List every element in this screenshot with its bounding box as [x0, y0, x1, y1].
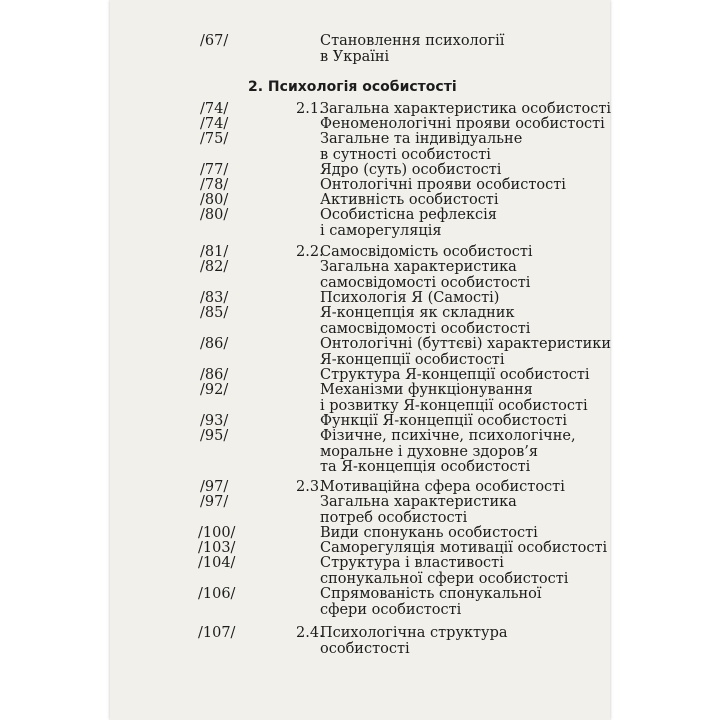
- toc-entry-title: Ядро (суть) особистості: [320, 162, 502, 178]
- toc-page-number: /82/: [200, 259, 229, 275]
- toc-entry-title: Структура і властивості: [320, 555, 504, 571]
- toc-entry-title: особистості: [320, 640, 410, 657]
- toc-entry-title: в сутності особистості: [320, 146, 491, 163]
- toc-entry-title: Механізми функціонування: [320, 382, 533, 398]
- toc-entry-title: Феноменологічні прояви особистості: [320, 116, 605, 132]
- toc-entry-title: Саморегуляція мотивації особистості: [320, 540, 608, 556]
- toc-entry-title: Функції Я-концепції особистості: [320, 413, 567, 429]
- toc-page-number: /93/: [200, 413, 229, 429]
- toc-section-number: 2.1.: [296, 101, 324, 117]
- toc-entry-title: та Я-концепція особистості: [320, 459, 531, 475]
- toc-page-number: /86/: [200, 336, 229, 352]
- toc-section-number: 2.2.: [296, 244, 324, 260]
- toc-section-number: 2.3.: [296, 479, 324, 495]
- toc-entry-title: Становлення психології: [320, 33, 505, 49]
- toc-entry-title: потреб особистості: [320, 509, 468, 526]
- toc-page-number: /81/: [200, 244, 229, 260]
- toc-entry-title: Самосвідомість особистості: [320, 244, 533, 260]
- toc-entry-title: самосвідомості особистості: [320, 320, 531, 337]
- toc-page-number: /83/: [200, 290, 229, 306]
- toc-entry-title: Активність особистості: [320, 192, 499, 208]
- toc-page-number: /74/: [200, 101, 229, 117]
- toc-entry-title: і розвитку Я-концепції особистості: [320, 397, 588, 414]
- toc-entry-title: Онтологічні (буттєві) характеристики: [320, 336, 612, 352]
- toc-page-number: /77/: [200, 162, 229, 178]
- toc-entry-title: Структура Я-концепції особистості: [320, 367, 590, 383]
- toc-page-number: /100/: [198, 525, 236, 541]
- toc-page-number: /97/: [200, 494, 229, 510]
- section-heading: 2. Психологія особистості: [248, 79, 457, 95]
- toc-entry-title: Психологічна структура: [320, 625, 508, 641]
- toc-page-number: /80/: [200, 192, 229, 208]
- toc-page-number: /86/: [200, 367, 229, 383]
- toc-entry-title: Загальна характеристика: [320, 259, 517, 275]
- book-page: [110, 0, 610, 720]
- toc-entry-title: спонукальної сфери особистості: [320, 570, 569, 587]
- toc-entry-title: Психологія Я (Самості): [320, 290, 500, 306]
- toc-entry-title: Я-концепція як складник: [320, 305, 515, 321]
- toc-page-number: /107/: [198, 625, 236, 641]
- toc-section-number: 2.4.: [296, 625, 324, 641]
- toc-entry-title: Я-концепції особистості: [320, 351, 505, 368]
- toc-page-number: /103/: [198, 540, 236, 556]
- toc-page-number: /74/: [200, 116, 229, 132]
- toc-page-number: /92/: [200, 382, 229, 398]
- toc-page-number: /106/: [198, 586, 236, 602]
- toc-page-number: /104/: [198, 555, 236, 571]
- toc-entry-title: в Україні: [320, 48, 390, 65]
- toc-entry-title: самосвідомості особистості: [320, 274, 531, 291]
- toc-entry-title: Онтологічні прояви особистості: [320, 177, 566, 193]
- toc-entry-title: Види спонукань особистості: [320, 525, 538, 541]
- toc-page-number: /78/: [200, 177, 229, 193]
- toc-entry-title: Фізичне, психічне, психологічне,: [320, 428, 576, 444]
- toc-page-number: /80/: [200, 207, 229, 223]
- toc-entry-title: Спрямованість спонукальної: [320, 586, 542, 602]
- toc-page-number: /97/: [200, 479, 229, 495]
- toc-entry-title: Загальна характеристика: [320, 494, 517, 510]
- toc-entry-title: Загальна характеристика особистості: [320, 101, 612, 117]
- toc-entry-title: Особистісна рефлексія: [320, 207, 497, 223]
- toc-entry-title: моральне і духовне здоров’я: [320, 443, 539, 460]
- toc-entry-title: Загальне та індивідуальне: [320, 131, 523, 147]
- toc-page-number: /95/: [200, 428, 229, 444]
- toc-page-number: /85/: [200, 305, 229, 321]
- toc-entry-title: і саморегуляція: [320, 222, 442, 239]
- toc-entry-title: Мотиваційна сфера особистості: [320, 479, 565, 495]
- toc-page-number: /67/: [200, 33, 229, 49]
- toc-entry-title: сфери особистості: [320, 601, 462, 618]
- toc-page-number: /75/: [200, 131, 229, 147]
